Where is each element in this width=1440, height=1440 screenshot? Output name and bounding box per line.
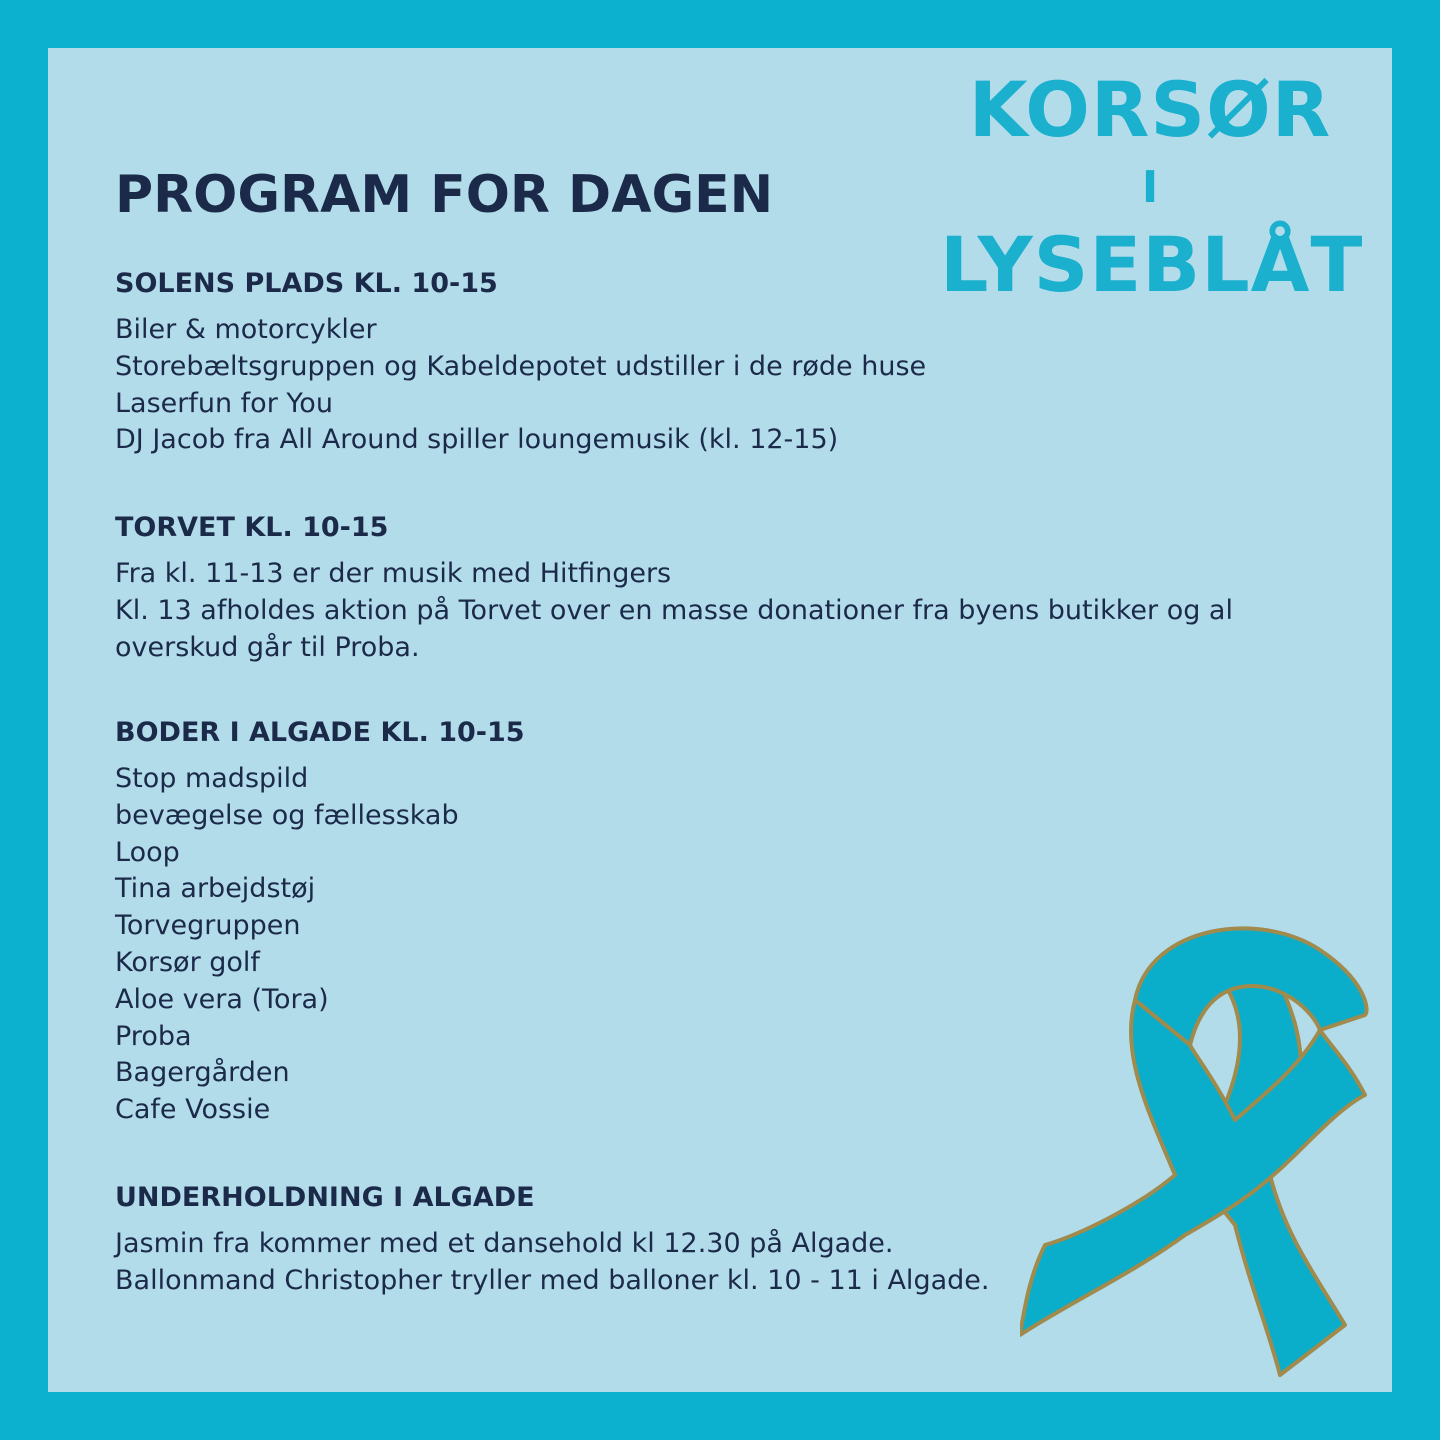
list-item: Proba [115,1020,192,1052]
list-item: Torvegruppen [115,910,301,942]
list-item: Stop madspild [115,763,309,794]
page-title: PROGRAM FOR DAGEN [115,165,774,225]
list-item: bevægelse og fællesskab [115,799,459,831]
list-item: Aloe vera (Tora) [115,983,329,1015]
section-heading: BODER I ALGADE KL. 10-15 [115,717,525,748]
section-item-list [115,556,1295,666]
list-item: Fra kl. 11-13 er der musik med Hitfingers [115,558,672,589]
section-heading: UNDERHOLDNING I ALGADE [115,1182,535,1213]
list-item: Cafe Vossie [115,1094,271,1126]
list-item: Korsør golf [115,946,260,978]
section-heading: SOLENS PLADS KL. 10-15 [115,268,498,299]
section-heading: TORVET KL. 10-15 [115,512,389,543]
brand-line-3: LYSEBLÅT [940,220,1364,309]
list-item: Loop [115,836,180,868]
list-item: Ballonmand Christopher tryller med balloner kl. 10 - 11 i Algade. [115,1264,990,1296]
list-item: Bagergården [115,1057,290,1089]
section-item-list [115,312,1295,459]
awareness-ribbon-icon [1020,905,1380,1385]
list-item: Kl. 13 afholdes aktion på Torvet over en masse donationer fra byens butikker og al overskud går til Proba. [115,594,1233,663]
list-item: Biler & motorcykler [115,314,377,345]
section-solens-plads [115,266,1295,459]
section-torvet [115,510,1295,666]
brand-line-1: KORSØR [968,65,1332,154]
list-item: Laserfun for You [115,387,333,419]
list-item: Tina arbejdstøj [115,873,316,905]
list-item: Storebæltsgruppen og Kabeldepotet udstiller i de røde huse [115,350,927,382]
list-item: DJ Jacob fra All Around spiller loungemusik (kl. 12-15) [115,424,839,456]
brand-line-2: I [1141,162,1159,213]
list-item: Jasmin fra kommer med et dansehold kl 12.30 på Algade. [115,1228,894,1259]
